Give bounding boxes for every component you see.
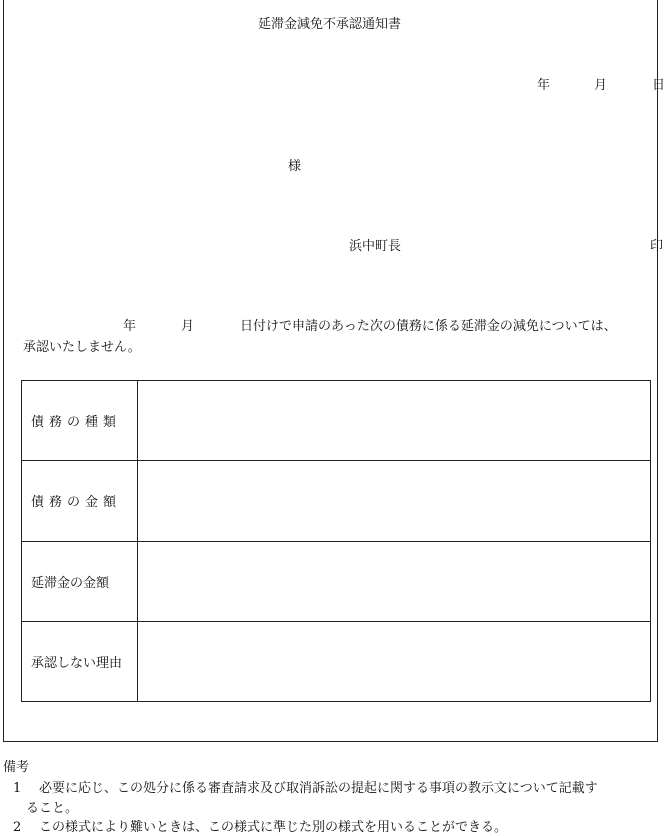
- body-text-line2: 承認いたしません。: [23, 340, 141, 355]
- note-2-number: 2: [13, 820, 22, 835]
- late-fee-amount-label: 延滞金の金額: [31, 575, 110, 591]
- seal-mark: 印: [650, 239, 664, 254]
- debt-type-label: 債務の種類: [31, 415, 122, 431]
- date-year-label: 年: [537, 78, 551, 93]
- row-label-rejection-reason: [22, 621, 138, 701]
- document-title: 延滞金減免不承認通知書: [258, 17, 402, 32]
- body-year-label: 年: [123, 319, 137, 334]
- debt-type-field[interactable]: [138, 381, 651, 461]
- row-label-late-fee-amount: [22, 541, 138, 621]
- late-fee-amount-field[interactable]: [138, 541, 651, 621]
- row-label-debt-amount: [22, 461, 138, 541]
- debt-amount-label: 債務の金額: [31, 495, 122, 511]
- notes-heading: 備考: [3, 760, 30, 775]
- note-1-text: 必要に応じ、この処分に係る審査請求及び取消訴訟の提起に関する事項の教示文について記載す: [39, 781, 598, 796]
- row-label-debt-type: [22, 381, 138, 461]
- table-row: [22, 621, 651, 701]
- note-1-text-continued: ること。: [26, 801, 79, 816]
- table-row: [22, 541, 651, 621]
- body-month-label: 月: [181, 319, 195, 334]
- body-text-line1: 日付けで申請のあった次の債務に係る延滞金の減免については、: [240, 319, 617, 334]
- table-row: [22, 381, 651, 461]
- issuer-name: 浜中町長: [349, 239, 402, 254]
- rejection-reason-label: 承認しない理由: [31, 655, 123, 671]
- date-day-label: 日: [652, 78, 665, 93]
- debt-amount-field[interactable]: [138, 461, 651, 541]
- addressee-suffix: 様: [288, 159, 302, 174]
- note-2-text: この様式により難いときは、この様式に準じた別の様式を用いることができる。: [39, 820, 508, 835]
- note-1-number: 1: [13, 781, 22, 796]
- form-frame: [3, 0, 665, 742]
- date-month-label: 月: [594, 78, 608, 93]
- rejection-reason-field[interactable]: [138, 621, 651, 701]
- debt-info-table: [21, 380, 651, 702]
- table-row: [22, 461, 651, 541]
